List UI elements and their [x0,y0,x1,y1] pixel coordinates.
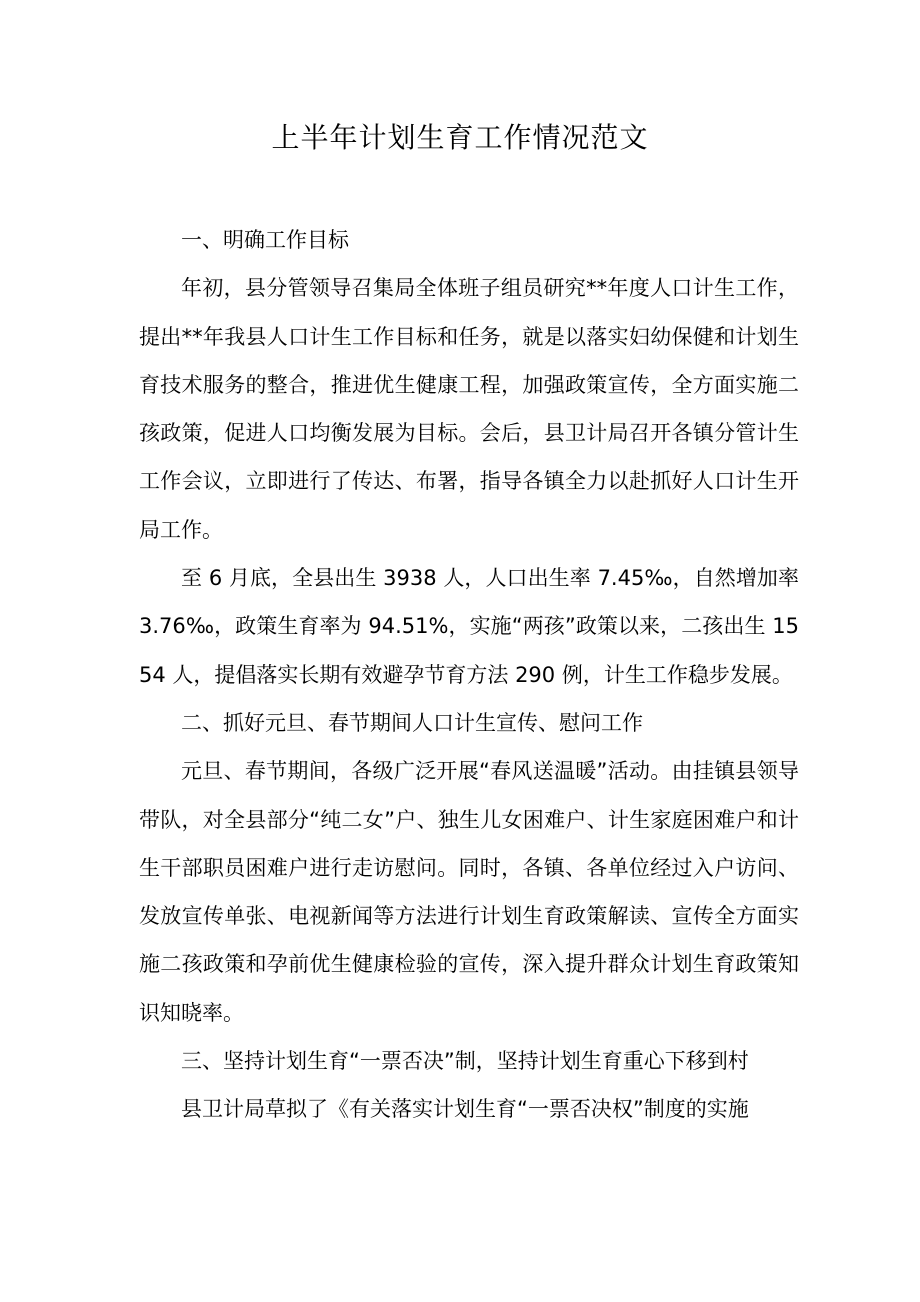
body-paragraph: 县卫计局草拟了《有关落实计划生育“一票否决权”制度的实施 [181,1097,749,1122]
body-paragraph: 元旦、春节期间，各级广泛开展“春风送温暖”活动。由挂镇县领导带队，对全县部分“纯二女”户、独生儿女困难户、计生家庭困难户和计生干部职员困难户进行走访慰问。同时，各镇、各单位经过入户访问、发放宣传单张、电视新闻等方法进行计划生育政策解读、宣传全方面实施二孩政策和孕前优生健康检验的宣传，深入提升群众计划生育政策知识知晓率。 [139,759,799,1025]
document-title: 上半年计划生育工作情况范文 [271,121,649,154]
section-heading-3: 三、坚持计划生育“一票否决”制，坚持计划生育重心下移到村 [181,1049,749,1074]
document-body [139,216,799,1134]
section-heading-2: 二、抓好元旦、春节期间人口计生宣传、慰问工作 [181,710,643,735]
section-heading-1: 一、明确工作目标 [181,228,349,252]
body-paragraph: 年初，县分管领导召集局全体班子组员研究**年度人口计生工作，提出**年我县人口计生工作目标和任务，就是以落实妇幼保健和计划生育技术服务的整合，推进优生健康工程，加强政策宣传，全方面实施二孩政策，促进人口均衡发展为目标。会后，县卫计局召开各镇分管计生工作会议，立即进行了传达、布署，指导各镇全力以赴抓好人口计生开局工作。 [139,276,799,542]
body-paragraph: 至 6 月底，全县出生 3938 人，人口出生率 7.45‰，自然增加率 3.76‰，政策生育率为 94.51%，实施“两孩”政策以来，二孩出生 1554 人，提倡落实长期有效避孕节育方法 290 例，计生工作稳步发展。 [139,566,799,687]
